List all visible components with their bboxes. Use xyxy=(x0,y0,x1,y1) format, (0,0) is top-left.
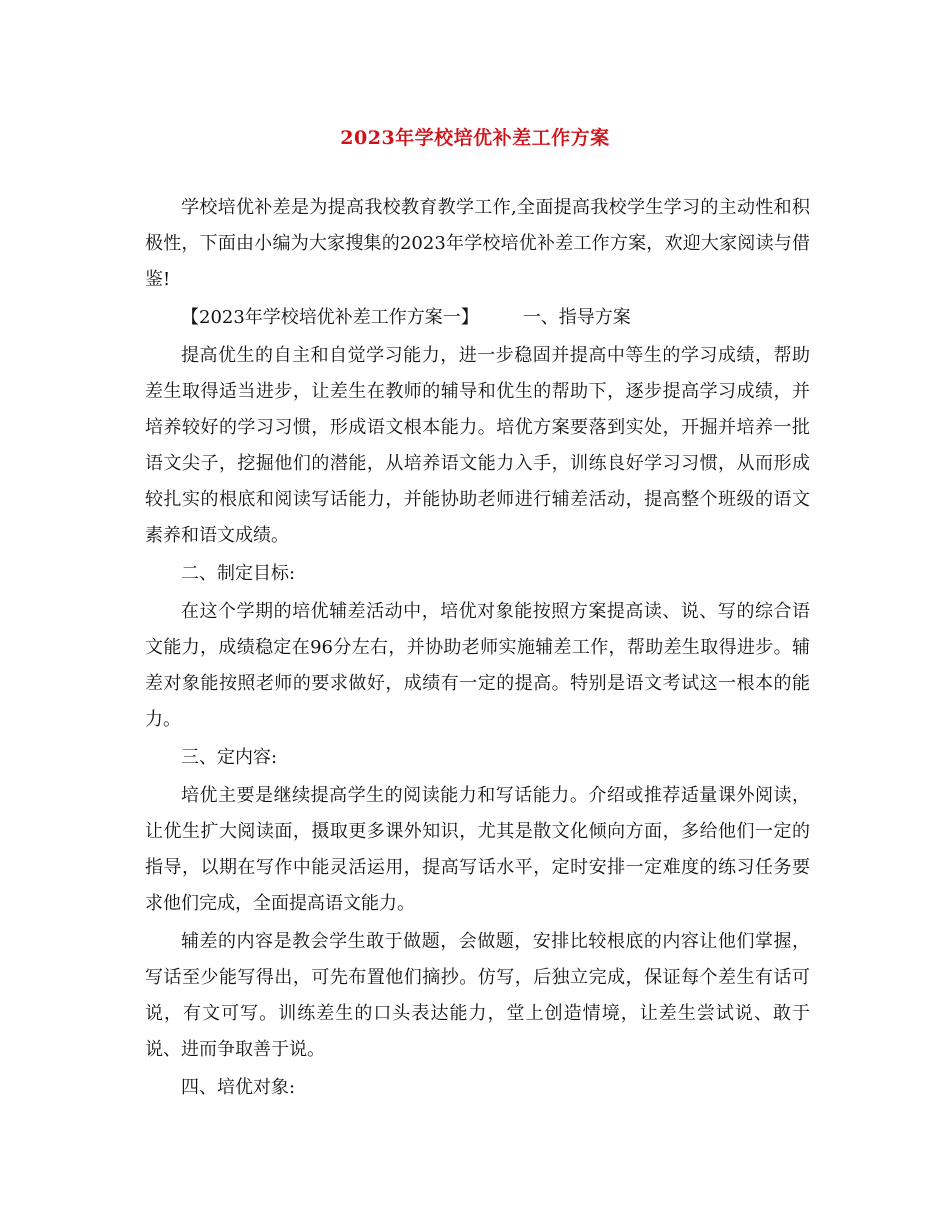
section2-paragraph: 在这个学期的培优辅差活动中，培优对象能按照方案提高读、说、写的综合语文能力，成绩稳定在96分左右，并协助老师实施辅差工作，帮助差生取得进步。辅差对象能按照老师的要求做好，成绩有一定的提高。特别是语文考试这一根本的能力。 xyxy=(145,601,810,730)
section4-heading: 四、培优对象: xyxy=(181,1077,296,1098)
section3-heading: 三、定内容: xyxy=(181,747,278,768)
section1-paragraph: 提高优生的自主和自觉学习能力，进一步稳固并提高中等生的学习成绩，帮助差生取得适当进步，让差生在教师的辅导和优生的帮助下，逐步提高学习成绩，并培养较好的学习习惯，形成语文根本能力。培优方案要落到实处，开掘并培养一批语文尖子，挖掘他们的潜能，从培养语文能力入手，训练良好学习习惯，从而形成较扎实的根底和阅读写话能力，并能协助老师进行辅差活动，提高整个班级的语文素养和语文成绩。 xyxy=(145,345,810,546)
section1-heading: 一、指导方案 xyxy=(522,307,631,328)
intro-paragraph: 学校培优补差是为提高我校教育教学工作,全面提高我校学生学习的主动性和积极性，下面由小编为大家搜集的2023年学校培优补差工作方案，欢迎大家阅读与借鉴! xyxy=(145,197,810,290)
section3-paragraph-1: 培优主要是继续提高学生的阅读能力和写话能力。介绍或推荐适量课外阅读，让优生扩大阅读面，摄取更多课外知识，尤其是散文化倾向方面，多给他们一定的指导，以期在写作中能灵活运用，提高写话水平，定时安排一定难度的练习任务要求他们完成，全面提高语文能力。 xyxy=(145,785,810,914)
document-title: 2023年学校培优补差工作方案 xyxy=(340,127,610,149)
plan-heading: 【2023年学校培优补差工作方案一】 xyxy=(181,307,479,328)
section2-heading: 二、制定目标: xyxy=(181,563,296,584)
document-body xyxy=(145,190,810,1106)
section3-paragraph-2: 辅差的内容是教会学生敢于做题，会做题，安排比较根底的内容让他们掌握，写话至少能写得出，可先布置他们摘抄。仿写，后独立完成，保证每个差生有话可说，有文可写。训练差生的口头表达能力，堂上创造情境，让差生尝试说、敢于说、进而争取善于说。 xyxy=(145,931,810,1060)
plan-heading-line xyxy=(145,300,810,336)
